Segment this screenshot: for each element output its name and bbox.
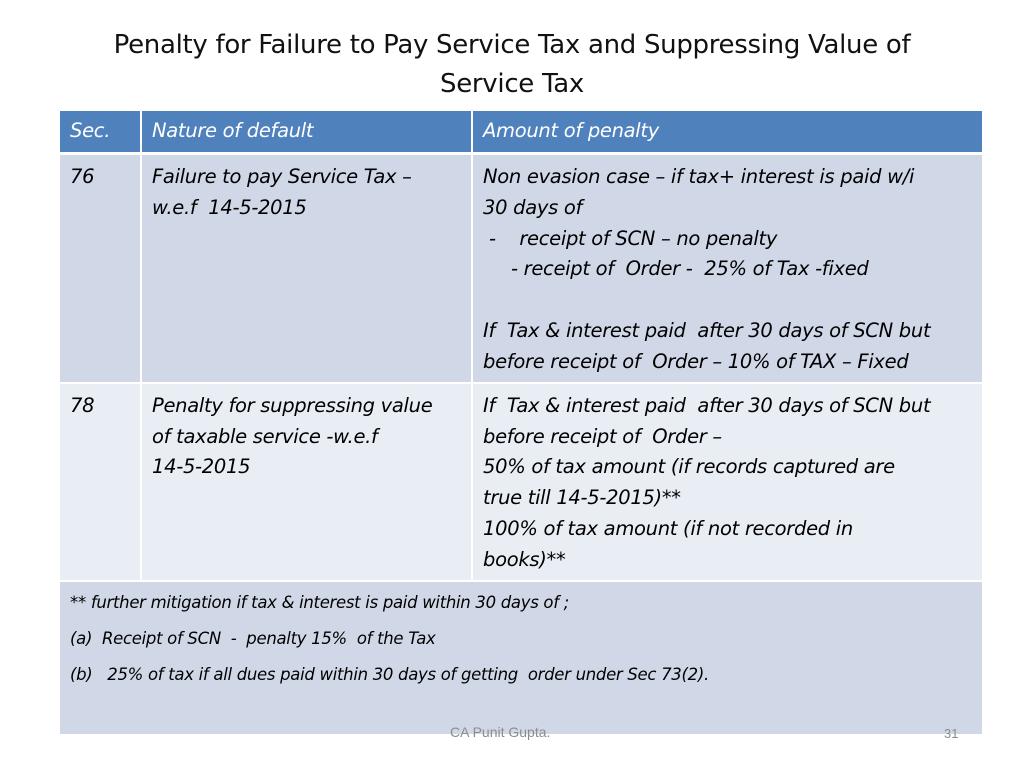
cell-sec: 76 [60, 154, 141, 383]
amount-line: Non evasion case – if tax+ interest is paid w/i [483, 165, 915, 188]
nature-line: of taxable service -w.e.f [152, 424, 378, 448]
amount-line: If Tax & interest paid after 30 days of SCN but [483, 319, 931, 343]
slide-title-line-1: Penalty for Failure to Pay Service Tax and Suppressing Value of [113, 30, 911, 60]
amount-line: 30 days of [483, 195, 583, 219]
cell-nature [141, 154, 472, 383]
note-item-b: (b) 25% of tax if all dues paid within 30 days of getting order under Sec 73(2). [70, 664, 709, 684]
amount-line: true till 14-5-2015)** [483, 486, 681, 510]
header-nature-of-default: Nature of default [141, 111, 472, 154]
mitigation-note [60, 581, 982, 734]
footer-author: CA Punit Gupta. [450, 724, 551, 740]
amount-line: before receipt of Order – [483, 424, 722, 448]
amount-line: 50% of tax amount (if records captured are [483, 455, 895, 479]
cell-sec: 78 [60, 383, 141, 581]
cell-nature [141, 383, 472, 581]
note-intro: ** further mitigation if tax & interest is paid within 30 days of ; [70, 592, 569, 612]
amount-line: If Tax & interest paid after 30 days of SCN but [483, 393, 931, 417]
nature-line: 14-5-2015 [152, 455, 251, 479]
amount-line: - receipt of SCN – no penalty [489, 226, 778, 250]
cell-amount [472, 383, 982, 581]
nature-line: Penalty for suppressing value [152, 393, 433, 417]
header-amount-of-penalty: Amount of penalty [472, 111, 982, 154]
amount-line: books)** [483, 547, 566, 571]
slide-title-line-2: Service Tax [440, 69, 584, 99]
amount-line: before receipt of Order – 10% of TAX – Fixed [483, 349, 909, 373]
amount-line: - receipt of Order - 25% of Tax -fixed [511, 257, 869, 281]
header-sec: Sec. [60, 111, 141, 154]
table-row-sec-76 [60, 154, 982, 383]
nature-line: w.e.f 14-5-2015 [152, 195, 307, 219]
amount-line: 100% of tax amount (if not recorded in [483, 516, 853, 540]
table-header-row [60, 111, 982, 154]
nature-line: Failure to pay Service Tax – [152, 165, 412, 188]
table-row-sec-78 [60, 383, 982, 581]
note-item-a: (a) Receipt of SCN - penalty 15% of the Tax [70, 628, 436, 648]
blank-line [483, 285, 972, 316]
penalty-table [60, 111, 982, 734]
table-note-row [60, 581, 982, 734]
cell-amount [472, 154, 982, 383]
page-number: 31 [944, 726, 959, 741]
slide-title [60, 26, 964, 104]
